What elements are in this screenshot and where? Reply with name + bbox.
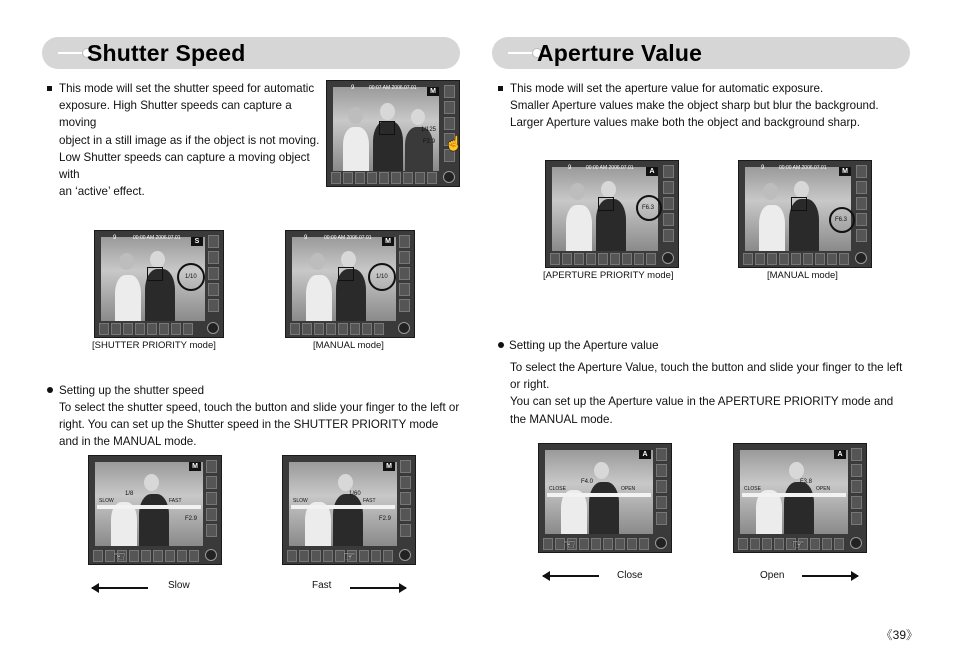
round-bullet-icon [47, 387, 53, 393]
touch-hand-icon: ☜ [563, 536, 576, 552]
slider-value: 1/8 [125, 491, 134, 497]
fast-label: FAST [169, 498, 182, 504]
aperture-readout: F6.3 [642, 205, 655, 211]
slider-value: F4.0 [581, 479, 594, 485]
touch-hand-icon: ☝ [445, 135, 463, 151]
datetime-readout: 00:00 AM 2006.07.01 [586, 165, 634, 171]
mode-indicator: M [383, 462, 395, 471]
camera-screen-manual-shutter [285, 230, 415, 338]
camera-side-buttons [444, 85, 455, 165]
mode-indicator: A [646, 167, 658, 176]
aperture-slider [547, 493, 651, 497]
round-bullet-icon [498, 342, 504, 348]
aperture-slider [742, 493, 846, 497]
caption-manual-mode: [MANUAL mode] [767, 270, 838, 281]
aperture-setting-heading: Setting up the Aperture value [509, 339, 659, 352]
fast-label: Fast [312, 580, 332, 591]
frame-count: 9 [761, 165, 765, 171]
aperture-readout: F2.9 [185, 516, 198, 522]
slider-value: 1/60 [349, 491, 361, 497]
frame-count: 9 [351, 85, 355, 91]
section-title: Shutter Speed [87, 40, 246, 66]
camera-screen-aperture-priority [545, 160, 679, 268]
touch-hand-icon: ☞ [343, 548, 356, 564]
open-arrow-icon [802, 575, 858, 577]
aperture-readout: F2.9 [379, 516, 392, 522]
close-label: Close [617, 570, 643, 581]
play-button-icon [443, 171, 455, 183]
shutter-intro-text: This mode will set the shutter speed for automatic exposure. High Shutter speeds can capture a moving object in a still image as if the object is not moving. Low Shutter speeds can capture a moving object with an ‘active’ effect. [59, 82, 320, 199]
shutter-readout: 1/125 [421, 127, 437, 133]
section-title: Aperture Value [537, 40, 703, 66]
fast-label: FAST [363, 498, 376, 504]
slow-label: SLOW [99, 498, 114, 504]
aperture-readout: F2.9 [423, 139, 436, 145]
shutter-slider [97, 505, 201, 509]
datetime-readout: 00:00 AM 2006.07.01 [324, 235, 372, 241]
touch-hand-icon: ☜ [113, 548, 126, 564]
datetime-readout: 00:00 AM 2006.07.01 [133, 235, 181, 241]
frame-count: 9 [113, 235, 117, 241]
shutter-speed-header [42, 37, 460, 69]
frame-count: 9 [568, 165, 572, 171]
mode-indicator: M [382, 237, 394, 246]
page-number: 《39》 [880, 628, 918, 642]
square-bullet-icon [498, 86, 503, 91]
shutter-readout: 1/10 [185, 274, 197, 280]
camera-screen-shutter-priority [94, 230, 224, 338]
camera-screen-aperture-close [538, 443, 672, 553]
slow-label: SLOW [293, 498, 308, 504]
aperture-intro-text: This mode will set the aperture value for automatic exposure. Smaller Aperture values make the object sharp but blur the background. Larger Aperture values make both the object and background sharp. [510, 82, 879, 130]
shutter-setting-text: To select the shutter speed, touch the button and slide your finger to the left or right. You can set up the Shutter speed in the SHUTTER PRIORITY mode and in the MANUAL mode. [59, 401, 460, 449]
close-arrow-icon [543, 575, 599, 577]
touch-hand-icon: ☞ [792, 536, 805, 552]
slow-arrow-icon [92, 587, 148, 589]
close-label: CLOSE [549, 486, 566, 492]
slider-value: F3.8 [800, 479, 813, 485]
frame-count: 9 [304, 235, 308, 241]
mode-indicator: A [639, 450, 651, 459]
shutter-slider [291, 505, 395, 509]
mode-indicator: M [427, 87, 439, 96]
datetime-readout: 00:00 AM 2006.07.01 [779, 165, 827, 171]
datetime-readout: 00:07 AM 2006.07.01 [369, 85, 417, 91]
aperture-readout: F6.3 [835, 217, 848, 223]
mode-indicator: A [834, 450, 846, 459]
mode-indicator: S [191, 237, 203, 246]
aperture-value-header [492, 37, 910, 69]
shutter-readout: 1/10 [376, 274, 388, 280]
caption-aperture-priority: [APERTURE PRIORITY mode] [543, 270, 674, 281]
camera-screen-fast-shutter [282, 455, 416, 565]
camera-screen-manual-aperture [738, 160, 872, 268]
close-label: CLOSE [744, 486, 761, 492]
square-bullet-icon [47, 86, 52, 91]
slow-label: Slow [168, 580, 190, 591]
mode-indicator: M [839, 167, 851, 176]
camera-screen-shutter-example [326, 80, 463, 187]
camera-screen-slow-shutter [88, 455, 222, 565]
fast-arrow-icon [350, 587, 406, 589]
open-label: Open [760, 570, 785, 581]
camera-bottom-buttons [331, 171, 439, 183]
open-label: OPEN [621, 486, 636, 492]
camera-screen-aperture-open [733, 443, 867, 553]
caption-manual-mode: [MANUAL mode] [313, 340, 384, 351]
open-label: OPEN [816, 486, 831, 492]
mode-indicator: M [189, 462, 201, 471]
shutter-setting-heading: Setting up the shutter speed [59, 384, 205, 397]
aperture-setting-text: To select the Aperture Value, touch the button and slide your finger to the left or right. You can set up the Aperture value in the APERTURE PRIORITY mode and the MANUAL mode. [510, 361, 903, 426]
caption-shutter-priority: [SHUTTER PRIORITY mode] [92, 340, 216, 351]
